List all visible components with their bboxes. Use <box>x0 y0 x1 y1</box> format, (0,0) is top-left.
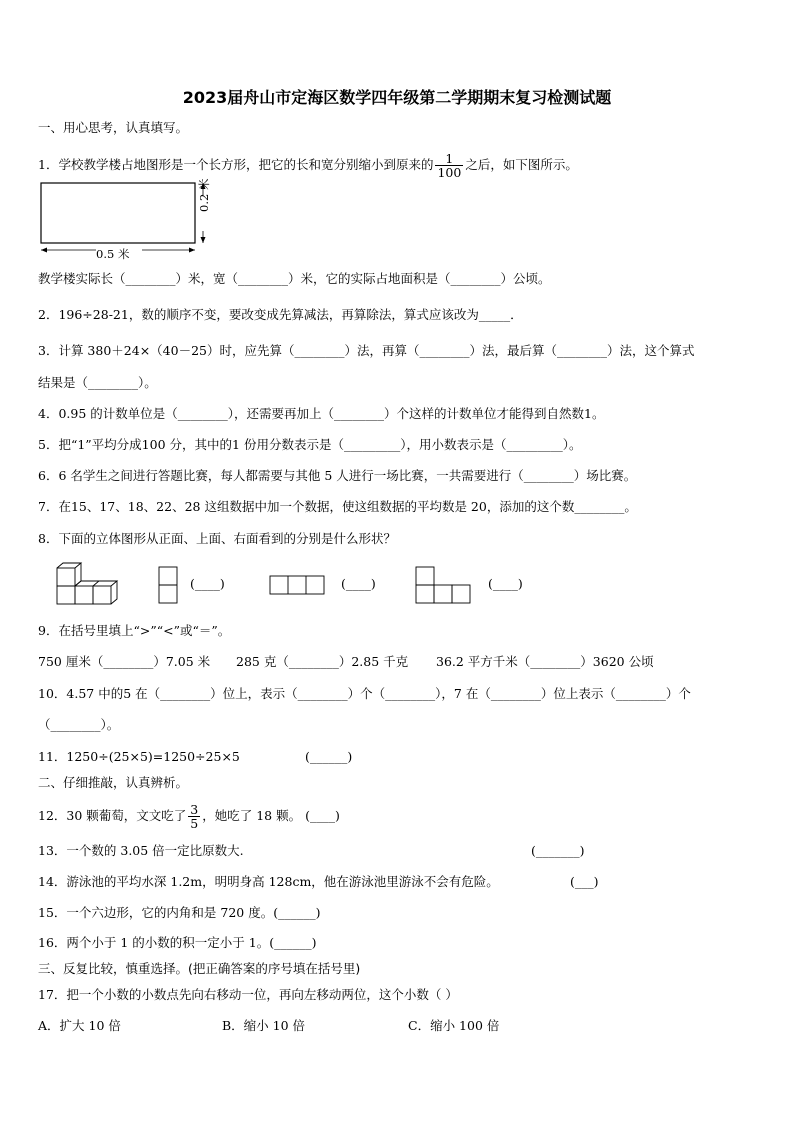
section-2-heading: 二、仔细推敲，认真辨析。 <box>38 775 189 790</box>
question-15: 15．一个六边形，它的内角和是 720 度。(______) <box>38 905 321 920</box>
q17-option-b[interactable]: B．缩小 10 倍 <box>222 1018 306 1033</box>
q17-option-a[interactable]: A．扩大 10 倍 <box>38 1018 121 1033</box>
question-13: 13．一个数的 3.05 倍一定比原数大. <box>38 843 244 858</box>
question-16: 16．两个小于 1 的小数的积一定小于 1。(______) <box>38 935 317 950</box>
question-12 <box>38 803 340 830</box>
question-14: 14．游泳池的平均水深 1.2m，明明身高 128cm，他在游泳池里游泳不会有危险。 <box>38 874 499 889</box>
q12-frac-den: 5 <box>190 816 199 831</box>
question-1-answer-line: 教学楼实际长（________）米，宽（________）米，它的实际占地面积是（________）公顷。 <box>38 271 551 286</box>
question-4: 4．0.95 的计数单位是（________），还需要再加上（________）个这样的计数单位才能得到自然数1。 <box>38 406 605 421</box>
q9-item-1: 750 厘米（________）7.05 米 <box>38 654 211 669</box>
q9-item-3: 36.2 平方千米（________）3620 公顷 <box>436 654 654 669</box>
q14-blank[interactable]: (___) <box>570 874 599 889</box>
section-1-heading: 一、用心思考，认真填写。 <box>38 120 189 135</box>
q1-height-label: 0.2 米 <box>197 178 211 212</box>
question-5: 5．把“1”平均分成100 分，其中的1 份用分数表示是（_________），用小数表示是（_________）。 <box>38 437 582 452</box>
question-2: 2．196÷28-21，数的顺序不变，要改变成先算减法，再算除法，算式应该改为_____． <box>38 307 523 322</box>
q9-item-2: 285 克（________）2.85 千克 <box>236 654 409 669</box>
q1-text-after: 之后，如下图所示。 <box>465 157 578 172</box>
page-title: 2023届舟山市定海区数学四年级第二学期期末复习检测试题 <box>182 88 612 107</box>
q17-option-c[interactable]: C．缩小 100 倍 <box>408 1018 500 1033</box>
question-10-line-2: （________）。 <box>38 717 120 732</box>
question-7: 7．在15、17、18、22、28 这组数据中加一个数据，使这组数据的平均数是 20，添加的这个数________。 <box>38 499 637 514</box>
q8-view-3-figure <box>415 566 477 606</box>
question-11: 11．1250÷(25×5)=1250÷25×5 <box>38 749 240 764</box>
question-6: 6．6 名学生之间进行答题比赛，每人都需要与其他 5 人进行一场比赛，一共需要进行（________）场比赛。 <box>38 468 637 483</box>
question-1 <box>38 152 578 179</box>
section-3-heading: 三、反复比较，慎重选择。(把正确答案的序号填在括号里) <box>38 961 361 976</box>
q8-view-1-figure <box>158 566 180 606</box>
q12-fraction <box>188 803 200 830</box>
q12-frac-num: 3 <box>190 802 199 817</box>
question-8: 8．下面的立体图形从正面、上面、右面看到的分别是什么形状？ <box>38 531 396 546</box>
q12-text-before: 12．30 颗葡萄，文文吃了 <box>38 808 187 823</box>
q8-view-2-figure <box>269 575 329 597</box>
q8-blank-1[interactable]: (____) <box>190 576 225 591</box>
question-3-line-2: 结果是（________）。 <box>38 375 157 390</box>
q13-blank[interactable]: (_______) <box>531 843 585 858</box>
q8-solid-figure <box>55 562 125 610</box>
q11-blank[interactable]: (______) <box>305 749 353 764</box>
q8-blank-3[interactable]: (____) <box>488 576 523 591</box>
q1-text-before: 1．学校教学楼占地图形是一个长方形，把它的长和宽分别缩小到原来的 <box>38 157 434 172</box>
question-9: 9．在括号里填上“>”“<”或“＝”。 <box>38 623 231 638</box>
question-3-line-1: 3．计算 380＋24×（40－25）时，应先算（________）法，再算（________）法，最后算（________）法，这个算式 <box>38 343 695 358</box>
q1-frac-den: 100 <box>437 165 462 180</box>
q1-frac-num: 1 <box>435 152 463 166</box>
q1-fraction <box>435 152 463 179</box>
question-17: 17．把一个小数的小数点先向右移动一位，再向左移动两位，这个小数（ ） <box>38 987 458 1002</box>
q8-blank-2[interactable]: (____) <box>341 576 376 591</box>
question-10-line-1: 10．4.57 中的5 在（________）位上，表示（________）个（________），7 在（________）位上表示（________）个 <box>38 686 691 701</box>
q1-width-label: 0.5 米 <box>96 247 130 261</box>
q12-text-after: ，她吃了 18 颗。 (____) <box>202 808 340 823</box>
